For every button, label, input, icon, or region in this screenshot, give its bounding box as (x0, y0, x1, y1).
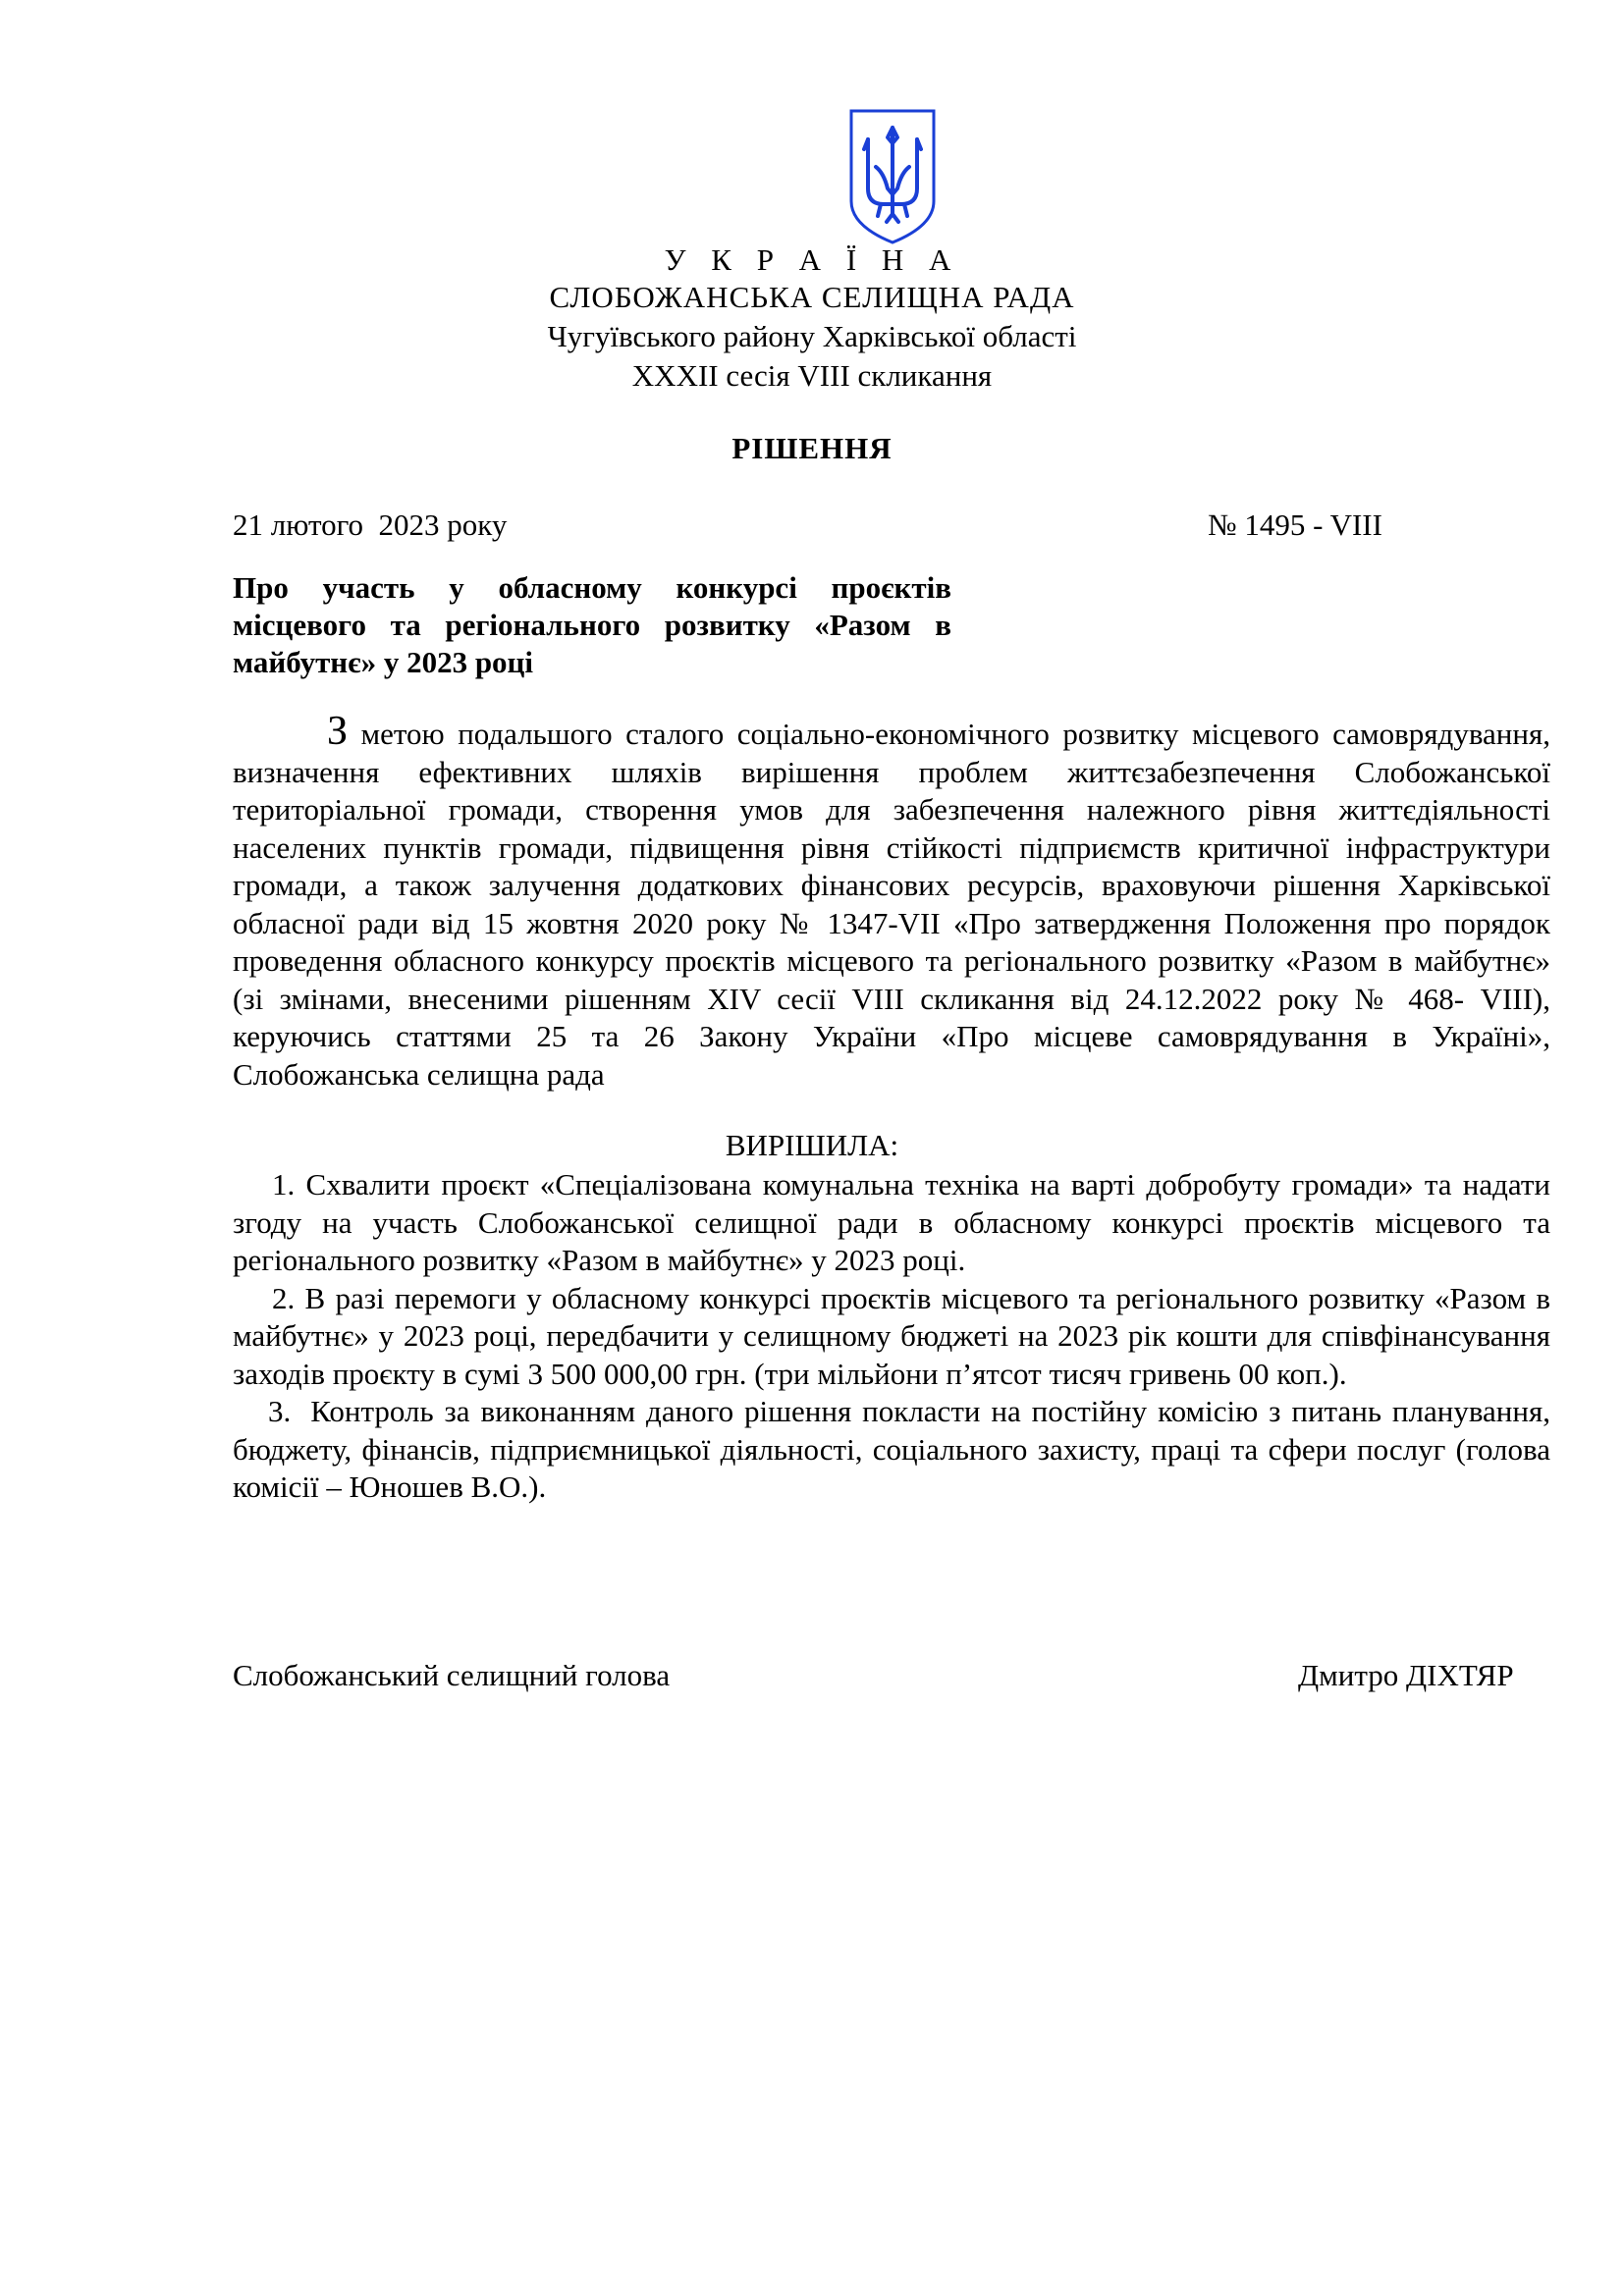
session-info: XXXII сесія VIII скликання (631, 358, 993, 393)
decision-number: № 1495 - VIII (1208, 507, 1382, 542)
item-number: 2. (272, 1280, 296, 1315)
document-title: РІШЕННЯ (731, 431, 893, 465)
signatory-position: Слобожанський селищний голова (233, 1658, 671, 1692)
resolved-heading: ВИРІШИЛА: (725, 1128, 899, 1162)
item-text: Схвалити проєкт «Спеціалізована комунальна техніка на варті добробуту громади» та надати згоду на участь Слобожанської селищної ради в обласному конкурсі проєктів місцевого та регіонального розвитку «Разом в майбутнє» у 2023 році. (233, 1167, 1551, 1277)
decision-item (233, 1166, 1550, 1280)
item-number: 1. (272, 1167, 296, 1201)
country-name: У К Р А Ї Н А (664, 242, 960, 277)
preamble-first-letter: З (327, 709, 349, 754)
decision-date: 21 лютого 2023 року (233, 507, 508, 542)
council-name: СЛОБОЖАНСЬКА СЕЛИЩНА РАДА (549, 280, 1075, 314)
decision-item (233, 1393, 1550, 1507)
decision-items (233, 1166, 1550, 1507)
decision-item (233, 1280, 1550, 1394)
item-text: В разі перемоги у обласному конкурсі проєктів місцевого та регіонального розвитку «Разом в майбутнє» у 2023 році, передбачити у селищному бюджеті на 2023 рік кошти для співфінансування заходів проєкту в сумі 3 500 000,00 грн. (три мільйони п’ятсот тисяч гривень 00 коп.). (233, 1280, 1551, 1391)
signatory-name: Дмитро ДІХТЯР (1298, 1658, 1514, 1692)
preamble-paragraph (233, 709, 1550, 1094)
item-number: 3. (268, 1394, 292, 1428)
district-name: Чугуївського району Харківської області (547, 319, 1077, 353)
trident-coat-of-arms-icon (848, 108, 937, 245)
decision-subject: Про участь у обласному конкурсі проєктів місцевого та регіонального розвитку «Разом в майбутнє» у 2023 році (233, 570, 951, 679)
preamble-text: метою подальшого сталого соціально-економічного розвитку місцевого самоврядування, визначення ефективних шляхів вирішення проблем життєзабезпечення Слобожанської територіальної громади, створення умов для забезпечення належного рівня життєдіяльності населених пунктів громади, підвищення рівня стійкості підприємств критичної інфраструктури громади, а також залучення додаткових фінансових ресурсів, враховуючи рішення Харківської обласної ради від 15 жовтня 2020 року № 1347-VII «Про затвердження Положення про порядок проведення обласного конкурсу проєктів місцевого та регіонального розвитку «Разом в майбутнє» (зі змінами, внесеними рішенням XIV сесії VIII скликання від 24.12.2022 року № 468- VIII), керуючись статтями 25 та 26 Закону України «Про місцеве самоврядування в Україні», Слобожанська селищна рада (233, 717, 1550, 1092)
item-text: Контроль за виконанням даного рішення покласти на постійну комісію з питань планування, бюджету, фінансів, підприємницької діяльності, соціального захисту, праці та сфери послуг (голова комісії – Юношев В.О.). (233, 1394, 1550, 1504)
